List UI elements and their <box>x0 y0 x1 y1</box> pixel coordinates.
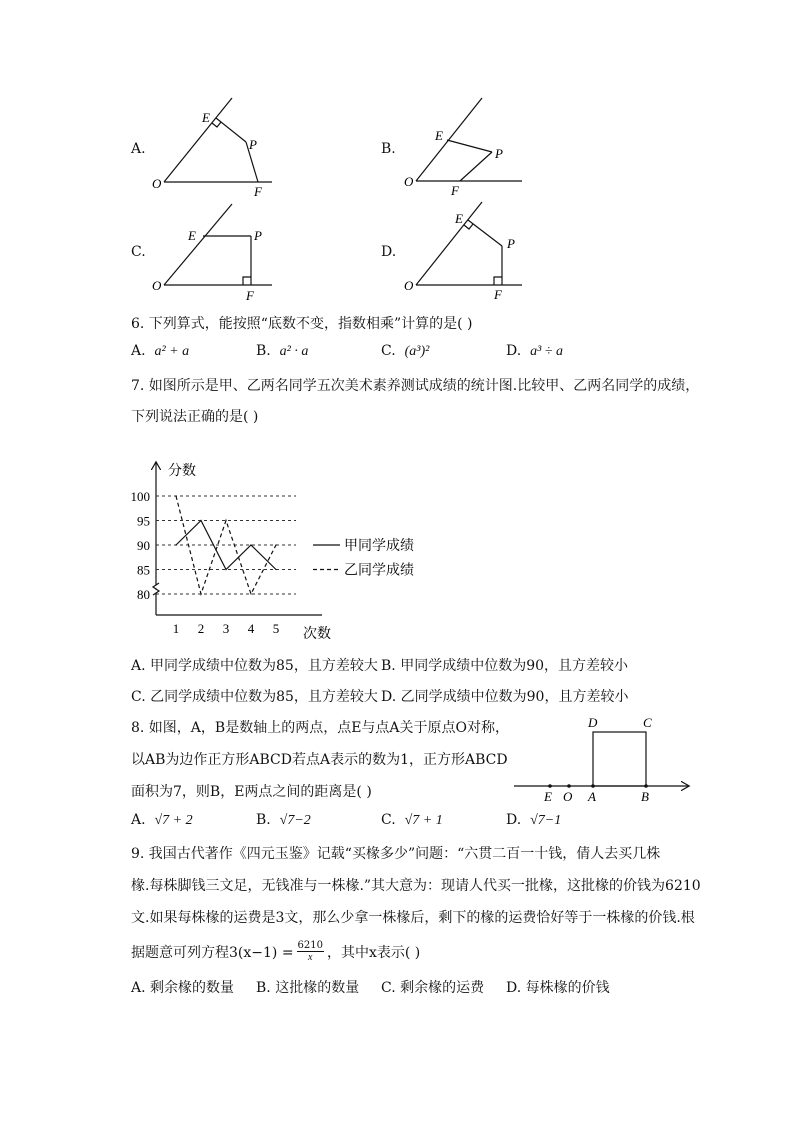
fig-option-a <box>140 92 290 202</box>
q8-option-b <box>256 812 311 829</box>
point-f: F <box>451 183 459 198</box>
q9-line4 <box>131 940 420 963</box>
fig-option-c-label: C. <box>131 244 146 260</box>
option-expr: a² + a <box>154 344 190 359</box>
right-angle-mark-f <box>494 277 502 285</box>
ray-oe <box>164 98 232 182</box>
segment-pf <box>460 152 492 181</box>
fig-option-c <box>140 200 290 305</box>
fig-option-d <box>392 198 532 306</box>
data-point-s2-2 <box>200 593 201 594</box>
option-expr: √7−1 <box>530 813 562 828</box>
x-tick-label-4: 4 <box>247 621 255 636</box>
point-e: E <box>455 211 463 226</box>
score-line-chart <box>120 455 440 645</box>
data-point-s1-4 <box>250 544 251 545</box>
q7-option-d: D. 乙同学成绩中位数为90，且方差较小 <box>381 689 629 705</box>
equation-rest: ，其中x表示( ) <box>327 944 421 961</box>
y-tick-label-100: 100 <box>130 489 150 504</box>
point-o: O <box>152 278 162 293</box>
x-tick-label-5: 5 <box>272 621 280 636</box>
fig-option-b <box>392 92 532 202</box>
q8-option-a <box>131 812 193 829</box>
point-f: F <box>494 287 502 302</box>
right-angle-mark-e <box>464 224 473 229</box>
point-o: O <box>404 174 414 189</box>
square-abcd <box>593 732 646 786</box>
q8-line3: 面积为7，则B，E两点之间的距离是( ) <box>131 784 372 800</box>
point-e: E <box>188 228 196 243</box>
data-point-s1-5 <box>275 569 276 570</box>
right-angle-mark-f <box>243 277 251 285</box>
data-point-s1-3 <box>225 569 226 570</box>
option-expr: √7 + 2 <box>154 813 193 828</box>
data-point-s1-2 <box>200 520 201 521</box>
q8-option-d <box>506 812 561 829</box>
option-label: C. <box>381 343 396 359</box>
legend-label-1: 甲同学成绩 <box>344 539 414 554</box>
x-axis-label: 次数 <box>303 627 331 642</box>
label-d: D <box>588 715 598 730</box>
y-tick-label-90: 90 <box>137 538 150 553</box>
q6-option-b <box>256 343 308 360</box>
data-point-s2-4 <box>250 593 251 594</box>
q8-line2: 以AB为边作正方形ABCD若点A表示的数为1，正方形ABCD <box>131 752 508 768</box>
point-p: P <box>495 146 503 161</box>
data-point-s1-1 <box>175 544 176 545</box>
q7-stem-line1: 7. 如图所示是甲、乙两名同学五次美术素养测试成绩的统计图.比较甲、乙两名同学的成绩， <box>131 378 700 394</box>
q9-option-d: D. 每株椽的价钱 <box>506 980 610 996</box>
ray-oe <box>416 202 482 285</box>
q6-option-c <box>381 343 429 360</box>
option-expr: √7 + 1 <box>404 813 443 828</box>
point-p: P <box>507 236 515 251</box>
q9-option-b: B. 这批椽的数量 <box>256 980 360 996</box>
option-label: B. <box>256 343 271 359</box>
q7-stem-line2: 下列说法正确的是( ) <box>131 409 259 425</box>
equation-lhs: 据题意可列方程3(x−1) = <box>131 944 294 961</box>
option-label: B. <box>256 812 271 828</box>
label-c: C <box>643 715 652 730</box>
right-angle-mark-e <box>212 122 221 127</box>
option-expr: (a³)² <box>404 344 430 359</box>
point-p: P <box>249 137 257 152</box>
x-tick-label-3: 3 <box>222 621 230 636</box>
ray-oe <box>164 204 232 285</box>
option-label: A. <box>131 812 146 828</box>
q9-option-a: A. 剩余椽的数量 <box>131 980 235 996</box>
fig-option-d-label: D. <box>381 244 397 260</box>
point-o: O <box>152 176 162 191</box>
q9-line3: 文.如果每株椽的运费是3文，那么少拿一株椽后，剩下的椽的运费恰好等于一株椽的价钱.根 <box>131 910 695 926</box>
axis-break-mark <box>153 583 159 595</box>
q6-option-a <box>131 343 189 360</box>
y-axis-label: 分数 <box>168 464 196 479</box>
fraction-numerator: 6210 <box>297 940 323 951</box>
option-label: C. <box>381 812 396 828</box>
q9-line1: 9. 我国古代著作《四元玉鉴》记载“买椽多少”问题：“六贯二百一十钱，倩人去买几株 <box>131 846 661 862</box>
q9-line2: 椽.每株脚钱三文足，无钱准与一株椽.”其大意为：现请人代买一批椽，这批椽的价钱为6210 <box>131 878 701 894</box>
point-e: E <box>435 128 443 143</box>
option-label: D. <box>506 812 522 828</box>
point-f: F <box>246 288 254 303</box>
label-a: A <box>588 789 596 804</box>
q6-stem: 6. 下列算式，能按照“底数不变，指数相乘”计算的是( ) <box>131 316 473 332</box>
option-expr: a³ ÷ a <box>530 344 563 359</box>
y-tick-label-95: 95 <box>137 513 150 529</box>
option-expr: a² · a <box>279 344 309 359</box>
option-label: D. <box>506 343 522 359</box>
label-o: O <box>563 789 573 804</box>
number-line-square-figure <box>512 712 694 808</box>
segment-ep <box>216 118 246 142</box>
q9-option-c: C. 剩余椽的运费 <box>381 980 485 996</box>
fraction-denominator: x <box>308 952 313 963</box>
label-b: B <box>641 789 649 804</box>
fig-option-b-label: B. <box>381 141 396 157</box>
point-o-dot <box>567 784 571 788</box>
point-e: E <box>202 110 210 125</box>
point-a-dot <box>591 784 595 788</box>
point-o: O <box>404 278 414 293</box>
legend-label-2: 乙同学成绩 <box>344 563 414 579</box>
ray-oe <box>416 98 482 181</box>
fraction <box>297 940 324 963</box>
label-e: E <box>544 789 552 804</box>
q6-option-d <box>506 343 563 360</box>
fig-option-a-label: A. <box>131 141 146 157</box>
point-f: F <box>254 184 262 199</box>
q8-line1: 8. 如图，A，B是数轴上的两点，点E与点A关于原点O对称， <box>131 720 510 736</box>
y-tick-label-80: 80 <box>137 587 150 602</box>
data-point-s2-1 <box>175 495 176 496</box>
data-point-s2-3 <box>225 520 226 521</box>
point-e-dot <box>548 784 552 788</box>
q7-option-b: B. 甲同学成绩中位数为90，且方差较小 <box>381 658 629 674</box>
option-expr: √7−2 <box>279 813 311 828</box>
q8-option-c <box>381 812 443 829</box>
x-tick-label-1: 1 <box>172 621 180 636</box>
q7-option-c: C. 乙同学成绩中位数为85，且方差较大 <box>131 689 378 705</box>
segment-ep <box>447 140 492 152</box>
x-tick-label-2: 2 <box>197 621 205 636</box>
q7-option-a: A. 甲同学成绩中位数为85，且方差较大 <box>131 658 378 674</box>
point-p: P <box>254 228 262 243</box>
point-b-dot <box>644 784 648 788</box>
y-tick-label-85: 85 <box>137 562 150 578</box>
data-point-s2-5 <box>275 544 276 545</box>
option-label: A. <box>131 343 146 359</box>
segment-ep <box>468 220 502 246</box>
